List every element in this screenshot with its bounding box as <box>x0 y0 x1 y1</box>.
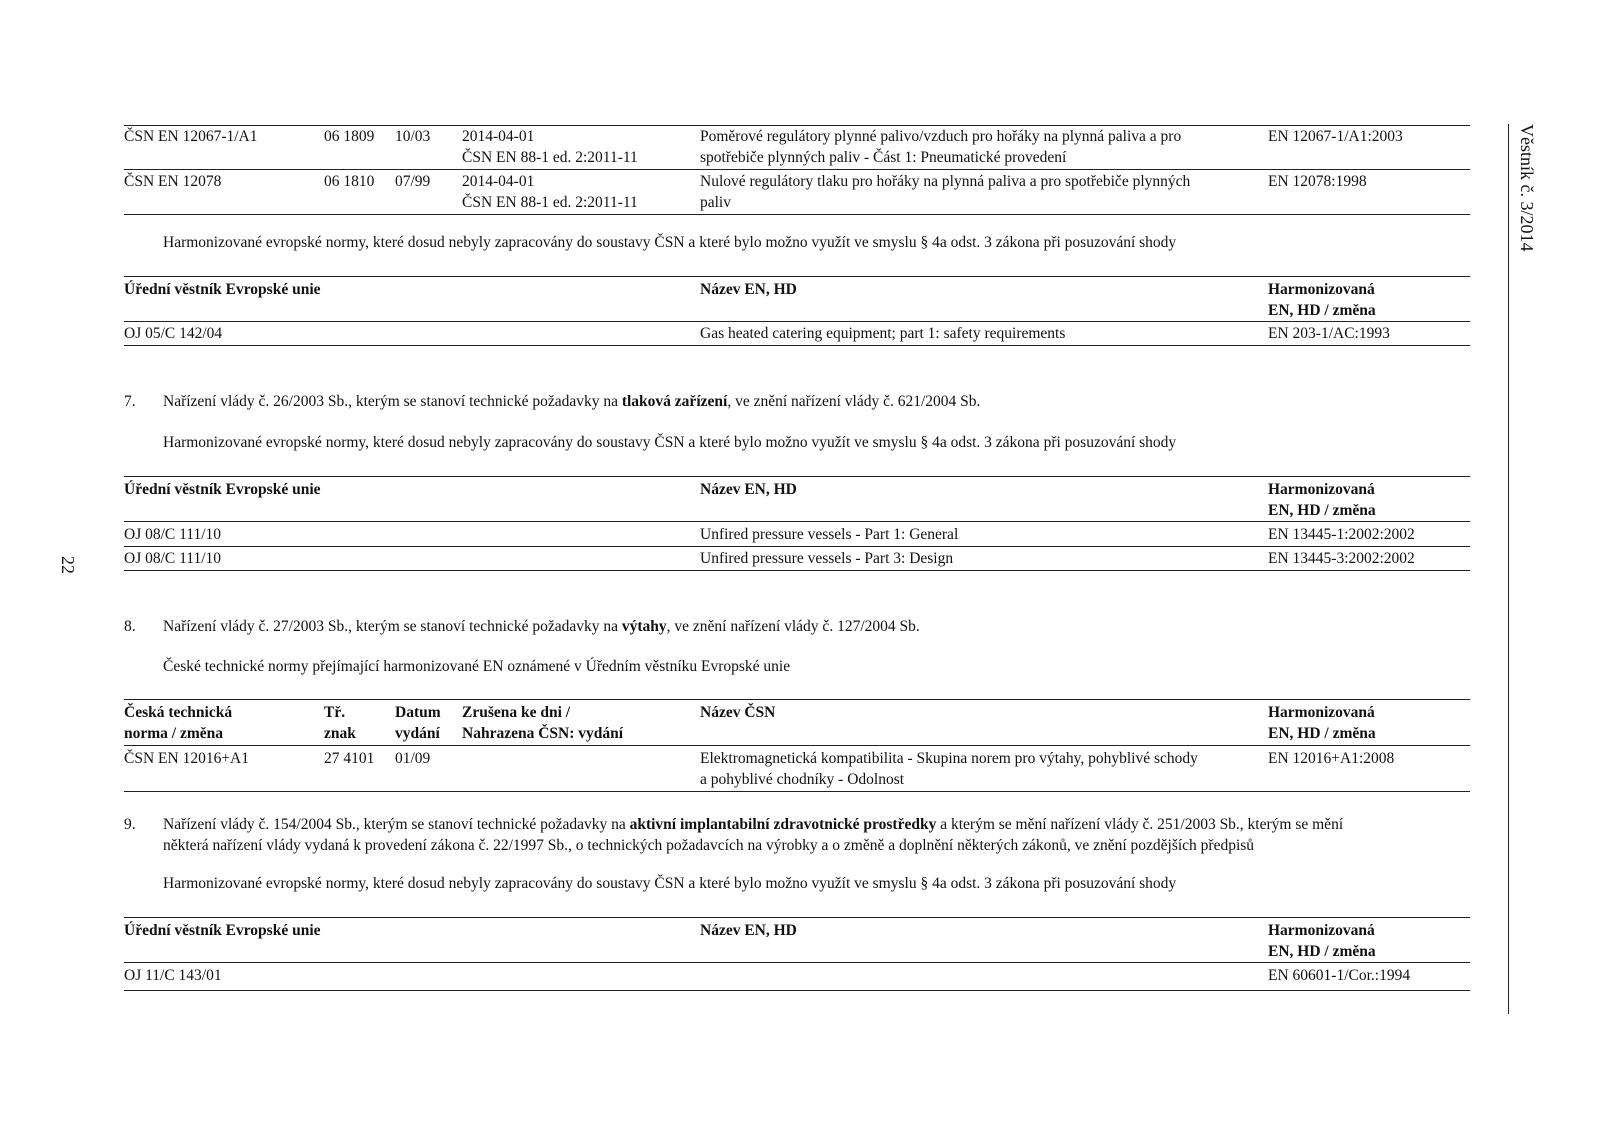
table-rule <box>124 169 1470 170</box>
margin-rule <box>1508 124 1509 1014</box>
page-number: 22 <box>58 556 78 574</box>
section-number: 8. <box>124 618 136 635</box>
table-rule <box>124 321 1470 322</box>
table-rule <box>124 791 1470 792</box>
journal-header: Věstník č. 3/2014 <box>1517 124 1537 252</box>
table-rule <box>124 476 1470 477</box>
section-title-cont: některá nařízení vlády vydaná k provedení zákona č. 22/1997 Sb., o technických požadavcích na výrobky a o změně a doplnění některých zákonů, ve znění pozdějších předpisů <box>163 837 1255 854</box>
section-title: Nařízení vlády č. 27/2003 Sb., kterým se stanoví technické požadavky na výtahy, ve znění nařízení vlády č. 127/2004 Sb. <box>163 618 920 635</box>
section-number: 7. <box>124 393 136 410</box>
table-rule <box>124 276 1470 277</box>
csn-intro: České technické normy přejímající harmonizované EN oznámené v Úředním věstníku Evropské unie <box>163 658 791 675</box>
table-rule <box>124 745 1470 746</box>
harm-intro: Harmonizované evropské normy, které dosud nebyly zapracovány do soustavy ČSN a které bylo možno využít ve smyslu § 4a odst. 3 zákona při posuzování shody <box>163 234 1177 251</box>
table-rule <box>124 990 1470 991</box>
table-rule <box>124 962 1470 963</box>
harm-intro: Harmonizované evropské normy, které dosud nebyly zapracovány do soustavy ČSN a které bylo možno využít ve smyslu § 4a odst. 3 zákona při posuzování shody <box>163 875 1177 892</box>
section-number: 9. <box>124 816 136 833</box>
table-rule <box>124 546 1470 547</box>
section-title: Nařízení vlády č. 154/2004 Sb., kterým se stanoví technické požadavky na aktivní implantabilní zdravotnické prostředky a kterým se mění nařízení vlády č. 251/2003 Sb., kterým se mění <box>163 816 1344 833</box>
section-title: Nařízení vlády č. 26/2003 Sb., kterým se stanoví technické požadavky na tlaková zařízení, ve znění nařízení vlády č. 621/2004 Sb. <box>163 393 981 410</box>
table-rule <box>124 214 1470 215</box>
table-rule <box>124 125 1470 126</box>
table-rule <box>124 917 1470 918</box>
table-rule <box>124 570 1470 571</box>
harm-intro: Harmonizované evropské normy, které dosud nebyly zapracovány do soustavy ČSN a které bylo možno využít ve smyslu § 4a odst. 3 zákona při posuzování shody <box>163 434 1177 451</box>
table-rule <box>124 699 1470 700</box>
table-rule <box>124 521 1470 522</box>
table-rule <box>124 345 1470 346</box>
